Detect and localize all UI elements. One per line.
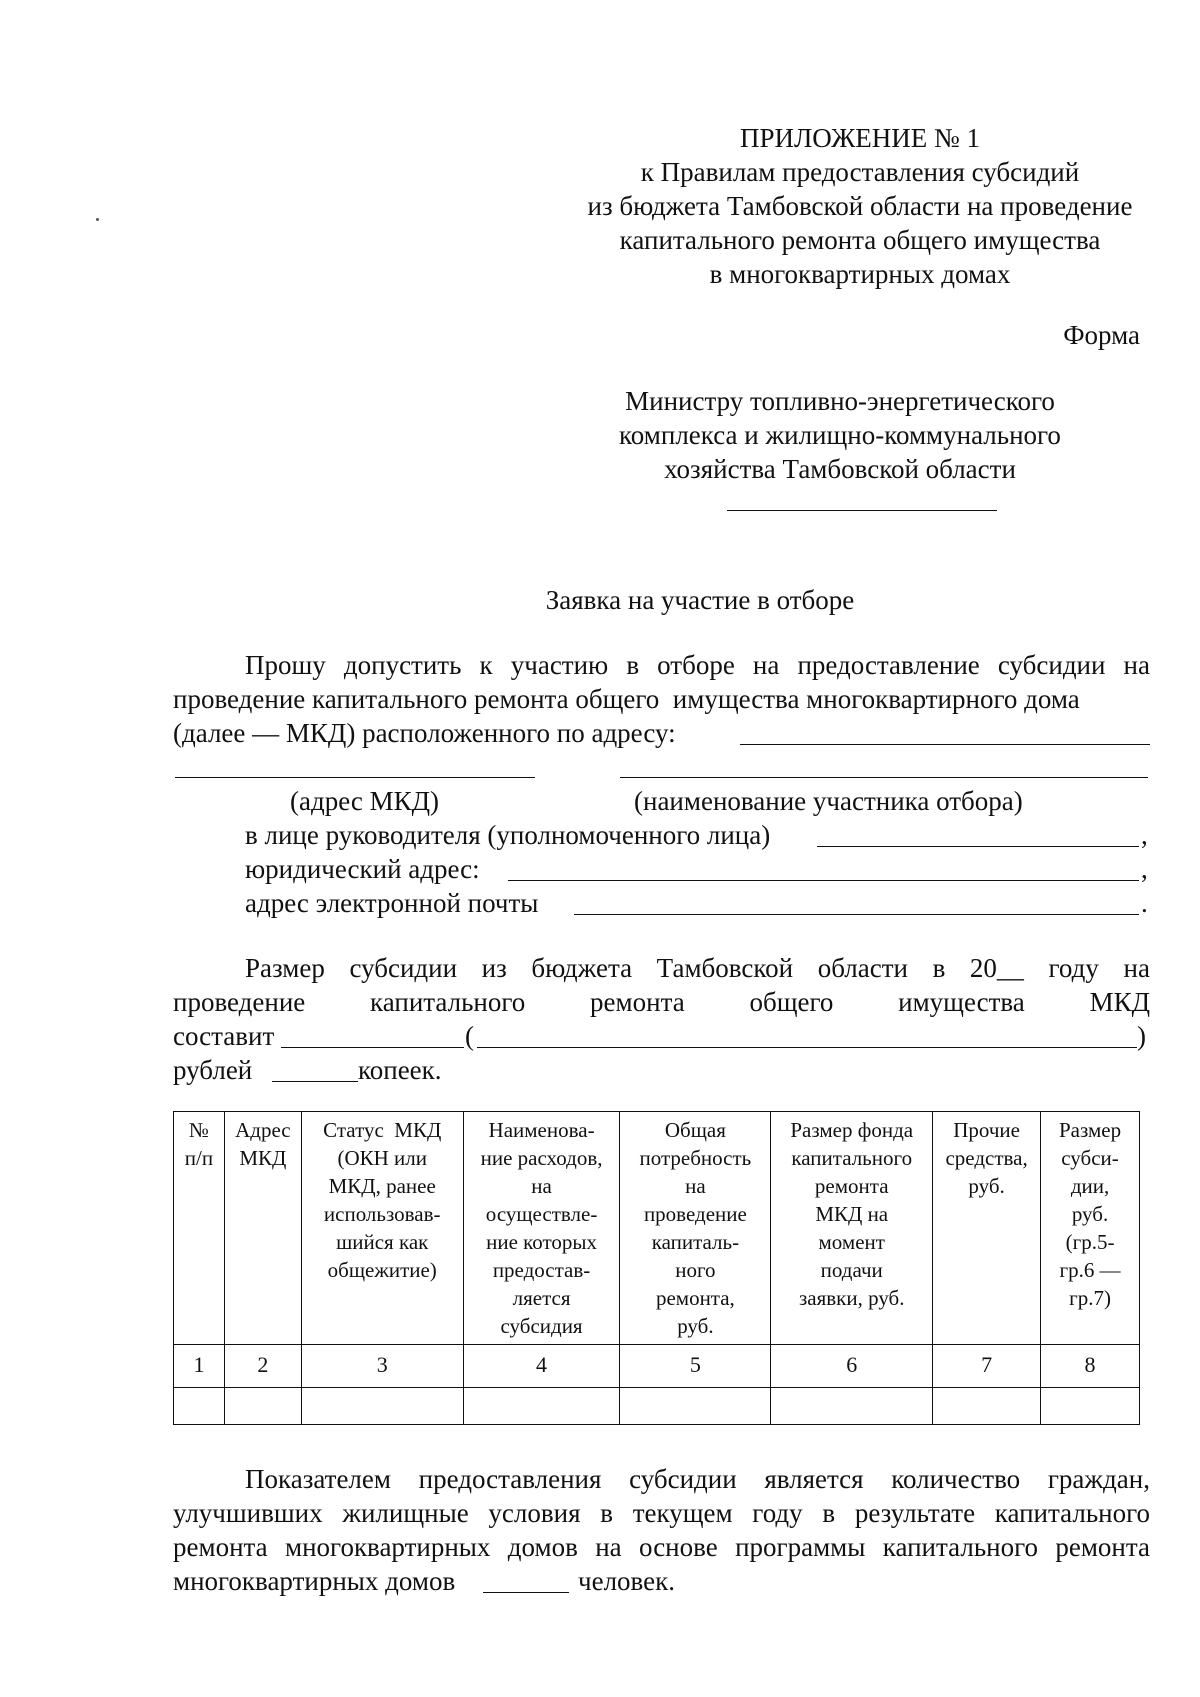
header-text: субси- <box>1061 1146 1119 1170</box>
word: Размер <box>245 953 325 983</box>
column-number: 4 <box>463 1345 620 1388</box>
kopecks-label: копеек. <box>358 1055 442 1085</box>
indicator-line-1 <box>245 1462 1150 1496</box>
mkd-address-field[interactable] <box>740 744 1150 745</box>
word: на <box>1123 953 1150 983</box>
page-title: Заявка на участие в отборе <box>545 585 855 615</box>
header-text: МКД, ранее <box>328 1174 436 1198</box>
header-text: руб. <box>1071 1202 1109 1226</box>
email-field[interactable] <box>574 914 1139 915</box>
word: граждан, <box>1047 1464 1150 1494</box>
header-text: гр.6 — <box>1059 1258 1121 1282</box>
kopecks-field[interactable] <box>272 1081 358 1082</box>
word: субсидии <box>349 953 458 983</box>
header-text: подачи <box>820 1258 883 1282</box>
header-text: Адрес <box>235 1118 291 1142</box>
word: является <box>764 1464 864 1494</box>
people-label: человек. <box>578 1566 675 1596</box>
header-text: ние которых <box>486 1230 598 1254</box>
header-text: руб. <box>677 1314 714 1338</box>
header-text: шийся как <box>336 1230 429 1254</box>
word: области <box>817 953 908 983</box>
header-text: ляется <box>512 1286 571 1310</box>
table-cell[interactable] <box>224 1388 301 1425</box>
indicator-line-2: улучшивших жилищные условия в текущем году в результате капитального <box>173 1498 1150 1528</box>
header-text: предостав- <box>492 1258 591 1282</box>
word: Прошу <box>245 650 326 680</box>
word: на <box>752 650 780 680</box>
legal-address-label: юридический адрес: <box>245 854 480 884</box>
header-text: осуществле- <box>485 1202 598 1226</box>
period: . <box>1141 888 1148 918</box>
table-cell[interactable] <box>620 1388 771 1425</box>
header-text: ремонта, <box>655 1286 735 1310</box>
table-row <box>174 1388 1140 1425</box>
subsidy-line-1 <box>245 951 1150 985</box>
header-text: использовав- <box>323 1202 441 1226</box>
header-text: заявки, руб. <box>798 1286 905 1310</box>
header-text: общежитие) <box>327 1258 437 1282</box>
appendix-line: из бюджета Тамбовской области на проведение <box>587 191 1133 221</box>
word: участию <box>510 650 609 680</box>
word: к <box>479 650 493 680</box>
table-cell[interactable] <box>463 1388 620 1425</box>
header-text: руб. <box>968 1174 1005 1198</box>
table-cell[interactable] <box>174 1388 225 1425</box>
table-cell[interactable] <box>1041 1388 1140 1425</box>
word: предоставление <box>797 650 980 680</box>
word: году <box>1048 953 1099 983</box>
word: проведение <box>173 987 306 1017</box>
header-text: п/п <box>184 1146 214 1170</box>
header-text: (гр.5- <box>1065 1230 1115 1254</box>
word: из <box>481 953 507 983</box>
table-header-row <box>174 1112 1140 1345</box>
form-label: Форма <box>1063 320 1140 350</box>
addressee-signature-line <box>727 510 997 511</box>
header-cell-8 <box>1041 1112 1140 1345</box>
word: ремонта <box>590 987 685 1017</box>
year-field[interactable]: 20__ <box>969 953 1024 983</box>
word: общего <box>749 987 834 1017</box>
header-cell-2 <box>224 1112 301 1345</box>
header-text: Прочие <box>953 1118 1020 1142</box>
appendix-line: капитального ремонта общего имущества <box>619 225 1101 255</box>
header-text: ние расходов, <box>480 1146 603 1170</box>
request-line-2: проведение капитального ремонта общего имущества многоквартирного дома <box>173 684 1080 714</box>
subsidy-amount-label: составит <box>173 1021 275 1051</box>
table-cell[interactable] <box>301 1388 463 1425</box>
request-line-1 <box>245 648 1150 682</box>
addressee-line: комплекса и жилищно-коммунального <box>619 420 1061 450</box>
table-cell[interactable] <box>771 1388 933 1425</box>
header-text: МКД <box>239 1146 287 1170</box>
header-text: Размер <box>1058 1118 1122 1142</box>
header-text: потребность <box>639 1146 752 1170</box>
header-text: Общая <box>664 1118 726 1142</box>
column-number: 2 <box>224 1345 301 1388</box>
column-number: 7 <box>933 1345 1041 1388</box>
word: субсидии <box>629 1464 737 1494</box>
open-paren: ( <box>465 1021 474 1051</box>
indicator-line-3: ремонта многоквартирных домов на основе программы капитального ремонта <box>173 1532 1150 1562</box>
word: на <box>1123 650 1150 680</box>
participant-caption: (наименование участника отбора) <box>634 786 1023 816</box>
header-text: капиталь- <box>651 1230 740 1254</box>
word: субсидии <box>997 650 1106 680</box>
word: отборе <box>657 650 735 680</box>
scan-speck <box>96 218 99 221</box>
word: Тамбовской <box>656 953 794 983</box>
word: Показателем <box>245 1464 391 1494</box>
column-number: 1 <box>174 1345 225 1388</box>
header-cell-4 <box>463 1112 620 1345</box>
comma: , <box>1141 820 1148 850</box>
participant-name-field[interactable] <box>620 777 1148 778</box>
header-text: капитального <box>791 1146 913 1170</box>
header-text: Наименова- <box>488 1118 595 1142</box>
close-paren: ) <box>1137 1021 1146 1051</box>
head-label: в лице руководителя (уполномоченного лица) <box>245 820 771 850</box>
table-cell[interactable] <box>933 1388 1041 1425</box>
indicator-line-4: многоквартирных домов <box>173 1566 456 1596</box>
subsidy-amount-field[interactable] <box>281 1047 464 1048</box>
legal-address-field[interactable] <box>508 880 1139 881</box>
subsidy-table <box>173 1111 1140 1425</box>
addressee-line: хозяйства Тамбовской области <box>664 454 1016 484</box>
word: капитального <box>370 987 526 1017</box>
table-number-row <box>174 1345 1140 1388</box>
column-number: 8 <box>1041 1345 1140 1388</box>
header-cell-5 <box>620 1112 771 1345</box>
mkd-address-field-2[interactable] <box>175 777 535 778</box>
header-text: субсидия <box>500 1314 583 1338</box>
header-text: на <box>531 1174 552 1198</box>
header-text: гр.7) <box>1069 1286 1111 1310</box>
header-text: № <box>188 1118 209 1142</box>
column-number: 5 <box>620 1345 771 1388</box>
rubles-label: рублей <box>173 1055 253 1085</box>
citizens-count-field[interactable] <box>483 1592 569 1593</box>
header-cell-1 <box>174 1112 225 1345</box>
header-text: (ОКН или <box>337 1146 427 1170</box>
header-cell-3 <box>301 1112 463 1345</box>
header-text: ремонта <box>814 1174 889 1198</box>
head-field[interactable] <box>817 846 1139 847</box>
header-text: Размер фонда <box>790 1118 914 1142</box>
subsidy-amount-words-field[interactable] <box>477 1047 1137 1048</box>
subsidy-line-2 <box>173 985 1150 1019</box>
word: в <box>626 650 640 680</box>
word: в <box>932 953 946 983</box>
word: бюджета <box>531 953 633 983</box>
addressee-line: Министру топливно-энергетического <box>625 386 1055 416</box>
word: имущества <box>898 987 1025 1017</box>
column-number: 3 <box>301 1345 463 1388</box>
header-text: Статус МКД <box>323 1118 442 1142</box>
email-label: адрес электронной почты <box>245 888 539 918</box>
header-text: дии, <box>1070 1174 1110 1198</box>
header-text: средства, <box>945 1146 1028 1170</box>
header-text: ного <box>675 1258 716 1282</box>
appendix-title: ПРИЛОЖЕНИЕ № 1 <box>739 123 981 153</box>
header-cell-7 <box>933 1112 1041 1345</box>
word: МКД <box>1089 987 1150 1017</box>
header-cell-6 <box>771 1112 933 1345</box>
request-line-3: (далее — МКД) расположенного по адресу: <box>173 718 676 748</box>
word: допустить <box>343 650 462 680</box>
header-text: на <box>685 1174 706 1198</box>
word: количество <box>891 1464 1021 1494</box>
address-caption: (адрес МКД) <box>290 786 440 816</box>
comma: , <box>1141 854 1148 884</box>
header-text: проведение <box>643 1202 747 1226</box>
header-text: момент <box>818 1230 885 1254</box>
appendix-line: к Правилам предоставления субсидий <box>640 157 1080 187</box>
word: предоставления <box>418 1464 602 1494</box>
header-text: МКД на <box>815 1202 889 1226</box>
column-number: 6 <box>771 1345 933 1388</box>
appendix-line: в многоквартирных домах <box>709 259 1011 289</box>
